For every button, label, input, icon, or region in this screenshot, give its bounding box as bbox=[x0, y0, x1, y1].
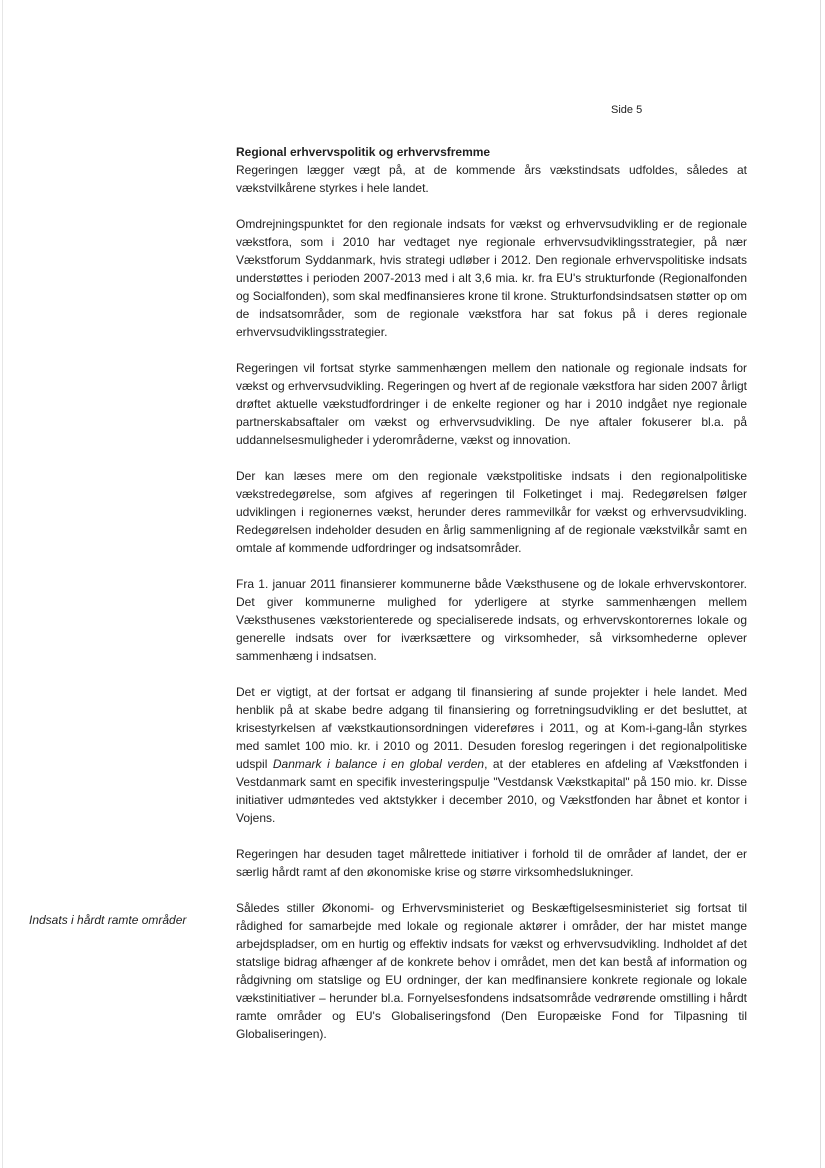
paragraph-4: Der kan læses mere om den regionale vækstpolitiske indsats i den regionalpolitiske vækstredegørelse, som afgives af regeringen til Folketinget i maj. Redegørelsen følger udviklingen i regionernes vækst, herunder deres rammevilkår for vækst og erhvervsudvikling. Redegørelsen indeholder desuden en årlig sammenligning af de regionale vækstvilkår samt en omtale af kommende udfordringer og indsatsområder. bbox=[236, 469, 747, 555]
paragraph-7: Regeringen har desuden taget målrettede initiativer i forhold til de områder af landet, der er særlig hårdt ramt af den økonomiske krise og større virksomhedslukninger. bbox=[236, 847, 747, 879]
paragraph-3: Regeringen vil fortsat styrke sammenhængen mellem den nationale og regionale indsats for vækst og erhvervsudvikling. Regeringen og hvert af de regionale vækstfora har siden 2007 årligt drøftet aktuelle vækstudfordringer i de enkelte regioner og har i 2010 indgået nye regionale partnerskabsaftaler om vækst og erhvervsudvikling. De nye aftaler fokuserer bl.a. på uddannelsesmuligheder i yderområderne, vækst og innovation. bbox=[236, 361, 747, 447]
paragraph-2: Omdrejningspunktet for den regionale indsats for vækst og erhvervsudvikling er de regionale vækstfora, som i 2010 har vedtaget nye regionale erhvervsudviklingsstrategier, på nær Vækstforum Syddanmark, hvis strategi udløber i 2012. Den regionale erhvervspolitiske indsats understøttes i perioden 2007-2013 med i alt 3,6 mia. kr. fra EU's strukturfonde (Regionalfonden og Socialfonden), som skal medfinansieres krone til krone. Strukturfondsindsatsen støtter op om de indsatsområder, som de regionale vækstfora har sat fokus på i deres regionale erhvervsudviklingsstrategier. bbox=[236, 217, 747, 339]
paragraph-6-text-a: Det er vigtigt, at der fortsat er adgang til finansiering af sunde projekter i hele landet. Med henblik på at skabe bedre adgang til finansiering og forretningsudvikling er det besluttet, at krisestyrkelsen af vækstkautionsordningen videreføres i 2011, og at Kom-i-gang-lån styrkes med samlet 100 mio. kr. i 2010 og 2011. Desuden foreslog regeringen i det regionalpolitiske udspil bbox=[236, 685, 747, 771]
publication-title: Danmark i balance i en global verden bbox=[272, 757, 485, 771]
section-heading: Regional erhvervspolitik og erhvervsfremme bbox=[236, 145, 491, 159]
main-text bbox=[236, 143, 747, 1061]
paragraph-6 bbox=[236, 683, 747, 827]
margin-note: Indsats i hårdt ramte områder bbox=[29, 913, 187, 927]
paragraph-8: Således stiller Økonomi- og Erhvervsministeriet og Beskæftigelsesministeriet sig fortsat til rådighed for samarbejde med lokale og regionale aktører i områder, der har mistet mange arbejdspladser, om en hurtig og effektiv indsats for vækst og erhvervsudvikling. Indholdet af det statslige bidrag afhænger af de konkrete behov i området, men det kan bestå af information og rådgivning om statslige og EU ordninger, der kan medfinansiere konkrete regionale og lokale vækstinitiativer – herunder bl.a. Fornyelsesfondens indsatsområde vedrørende omstilling i hårdt ramte områder og EU's Globaliseringsfond (Den Europæiske Fond for Tilpasning til Globaliseringen). bbox=[236, 901, 747, 1041]
scan-edge-right bbox=[820, 0, 821, 1168]
paragraph-5: Fra 1. januar 2011 finansierer kommunerne både Væksthusene og de lokale erhvervskontorer. Det giver kommunerne mulighed for yderligere at styrke sammenhængen mellem Væksthusenes vækstorienterede og specialiserede indsats, og erhvervskontorernes lokale og generelle indsats over for iværksættere og virksomheder, så virksomhederne oplever sammenhæng i indsatsen. bbox=[236, 577, 747, 663]
paragraph-6-text-b: , at der etableres en afdeling af Vækstfonden i Vestdanmark samt en specifik investeringspulje "Vestdansk Vækstkapital" på 150 mio. kr. Disse initiativer udmøntedes ved aktstykker i december 2010, og Vækstfonden har åbnet et kontor i Vojens. bbox=[236, 757, 748, 825]
scan-edge-left bbox=[2, 0, 3, 1168]
paragraph-1: Regeringen lægger vægt på, at de kommende års vækstindsats udfoldes, således at vækstvilkårene styrkes i hele landet. bbox=[236, 163, 747, 195]
page-number: Side 5 bbox=[611, 104, 643, 116]
